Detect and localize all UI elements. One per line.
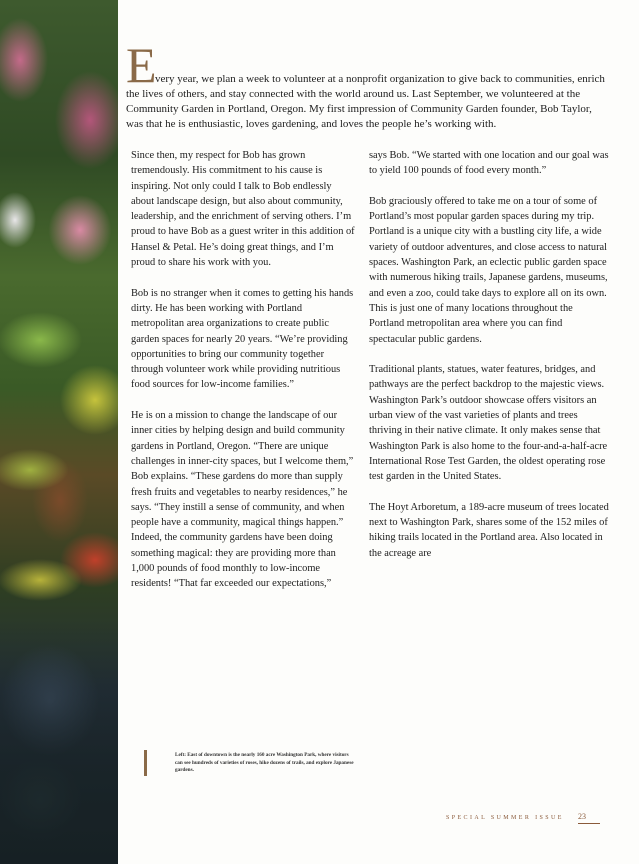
photo-caption: Left: East of downtown is the nearly 160 acre Washington Park, where visitors can see hundreds of varieties of roses, hike dozens of trails, and explore Japanese gardens. <box>175 752 354 774</box>
paragraph: says Bob. “We started with one location and our goal was to yield 100 pounds of food every month.” <box>369 150 609 177</box>
left-column <box>131 148 355 607</box>
garden-photo <box>0 0 118 864</box>
page-number-rule <box>578 823 600 824</box>
caption-accent-bar <box>144 750 147 776</box>
paragraph: The Hoyt Arboretum, a 189-acre museum of trees located next to Washington Park, shares some of the 152 miles of hiking trails located in the Portland area. Also located in the acreage are <box>369 501 609 559</box>
page-number: 23 <box>578 812 586 821</box>
paragraph: Traditional plants, statues, water features, bridges, and pathways are the perfect backdrop to the majestic views. Washington Park’s outdoor showcase offers visitors an urban view of the vast varieties of plants and trees thriving in their native climate. It only makes sense that Washington Park is also home to the four-and-a-half-acre International Rose Test Garden, the oldest operating rose test garden in the United States. <box>369 364 608 483</box>
paragraph: Bob graciously offered to take me on a tour of some of Portland’s most popular garden spaces during my trip. Portland is a unique city with a bustling city life, a wide variety of outdoor adventures, and close access to natural spaces. Washington Park, an eclectic public garden space with numerous hiking trails, Japanese gardens, museums, and even a zoo, could take days to explore all on its own. This is just one of many locations throughout the Portland metropolitan area where you can find spectacular public gardens. <box>369 195 608 345</box>
issue-label: SPECIAL SUMMER ISSUE <box>446 815 564 821</box>
paragraph: He is on a mission to change the landscape of our inner cities by helping design and build community gardens in Portland, Oregon. “There are unique challenges in inner-city spaces, but I welcome them,” Bob explains. “These gardens do more than supply fresh fruits and vegetables to nearby residences,” he says. “They instill a sense of community, and when people have a community, magical things happen.” Indeed, the community gardens have been doing something magical: they are providing more than 1,000 pounds of food monthly to low-income residents! “That far exceeded our expectations,” <box>131 410 354 590</box>
photo-pond-shadow <box>0 620 118 864</box>
drop-cap: E <box>126 37 157 93</box>
intro-paragraph: very year, we plan a week to volunteer at a nonprofit organization to give back to communities, enrich the lives of others, and stay connected with the world around us. Last September, we volunteered at the Community Garden in Portland, Oregon. My first impression of Community Garden founder, Bob Taylor, was that he is enthusiastic, loves gardening, and loves the people he’s working with. <box>126 73 605 130</box>
right-column <box>369 148 609 576</box>
paragraph: Bob is no stranger when it comes to getting his hands dirty. He has been working with Portland metropolitan area organizations to create public garden spaces for nearly 20 years. “We’re providing opportunities to bring our community together through volunteer work while providing nutritious food sources for low-income families.” <box>131 287 354 391</box>
paragraph: Since then, my respect for Bob has grown tremendously. His commitment to his cause is inspiring. Not only could I talk to Bob endlessly about landscape design, but also about community, leadership, and the enrichment of serving others. I’m proud to have Bob as a guest writer in this addition of Hansel & Petal. He’s doing great things, and I’m proud to share his work with you. <box>131 150 355 269</box>
